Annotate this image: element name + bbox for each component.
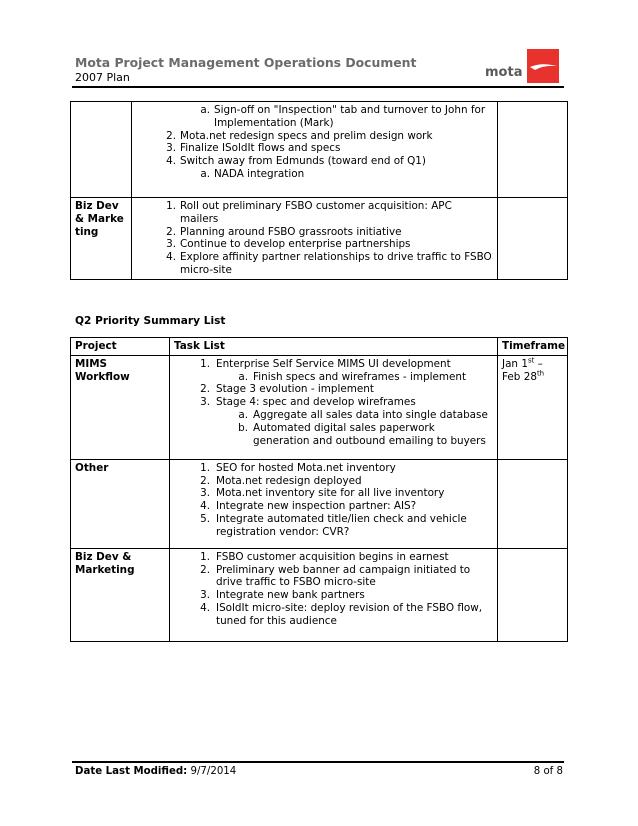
list-item [174, 487, 493, 500]
task-list [174, 551, 493, 628]
task-list [174, 358, 493, 448]
list-item-number: 4. [166, 251, 176, 264]
list-item [136, 168, 493, 181]
list-item-number: 3. [200, 487, 210, 500]
list-item-number: 3. [200, 589, 210, 602]
task-list [136, 104, 493, 181]
timeframe-start: Jan 1 [502, 357, 528, 370]
table-row [71, 198, 568, 280]
project-cell [71, 548, 170, 641]
list-item-text: Integrate new inspection partner: AIS? [216, 500, 417, 513]
header-timeframe: Timeframe [498, 338, 568, 356]
list-item [174, 383, 493, 396]
table-row [71, 459, 568, 548]
list-item-number: 3. [166, 238, 176, 251]
list-item-text: Automated digital sales paperwork generation and outbound emailing to buyers [253, 421, 486, 447]
list-item [174, 564, 493, 590]
list-item-number: 2. [166, 129, 176, 142]
list-item-text: Sign-off on "Inspection" tab and turnover to John for Implementation (Mark) [214, 104, 486, 129]
project-name: MIMS Workflow [75, 357, 130, 383]
task-cell [132, 102, 498, 198]
list-item-text: Mota.net inventory site for all live inventory [216, 487, 445, 500]
header-project: Project [71, 338, 170, 356]
header-tasks: Task List [170, 338, 498, 356]
footer-date [75, 766, 236, 779]
table-row [71, 548, 568, 641]
timeframe-cell [498, 459, 568, 548]
project-cell [71, 355, 170, 459]
list-item-text: Stage 4: spec and develop wireframes [216, 396, 416, 409]
table-q2-priority [70, 337, 568, 642]
list-item [136, 200, 493, 226]
list-item-text: Switch away from Edmunds (toward end of Q1) [180, 155, 426, 168]
list-item [136, 226, 493, 239]
list-item-text: ISoldIt micro-site: deploy revision of the FSBO flow, tuned for this audience [216, 601, 483, 627]
list-item-number: 1. [166, 200, 176, 212]
list-item-number: 1. [200, 357, 210, 370]
list-item-number: 2. [200, 563, 210, 576]
list-item-number: 2. [200, 383, 210, 396]
list-item [136, 155, 493, 168]
list-item [174, 513, 493, 539]
project-cell [71, 198, 132, 280]
list-item [174, 500, 493, 513]
list-item-text: FSBO customer acquisition begins in earnest [216, 550, 449, 563]
list-item-text: Mota.net redesign deployed [216, 474, 362, 487]
list-item-number: 4. [166, 155, 176, 168]
list-item [174, 462, 493, 475]
list-item [136, 142, 493, 155]
task-cell [170, 355, 498, 459]
list-item-number: 4. [200, 601, 210, 614]
document-title: Mota Project Management Operations Document [75, 55, 417, 70]
list-item-number: 2. [200, 474, 210, 487]
list-item-text: Stage 3 evolution - implement [216, 383, 374, 396]
list-item [174, 422, 493, 448]
table-q1-continued [70, 101, 568, 280]
list-item-text: SEO for hosted Mota.net inventory [216, 461, 396, 474]
footer-label: Date Last Modified: [75, 766, 188, 777]
project-cell [71, 102, 132, 198]
timeframe-cell [498, 548, 568, 641]
list-item-text: Continue to develop enterprise partnerships [180, 238, 411, 251]
list-item [174, 371, 493, 384]
list-item-text: Preliminary web banner ad campaign initiated to drive traffic to FSBO micro-site [216, 563, 471, 589]
list-item-number: 3. [200, 396, 210, 409]
list-item-text: Roll out preliminary FSBO customer acquisition: APC mailers [180, 200, 452, 225]
list-item-number: a. [238, 408, 248, 421]
table-row [71, 102, 568, 198]
list-item-number: 4. [200, 500, 210, 513]
list-item [136, 130, 493, 143]
task-cell [170, 548, 498, 641]
list-item-number: a. [238, 370, 248, 383]
list-item-text: Planning around FSBO grassroots initiative [180, 225, 402, 238]
list-item [174, 396, 493, 409]
task-list [136, 200, 493, 277]
list-item [136, 104, 493, 130]
list-item-number: a. [200, 167, 210, 180]
table-header-row [71, 338, 568, 356]
task-cell [132, 198, 498, 280]
list-item [174, 409, 493, 422]
mota-logo [483, 49, 559, 83]
page-number: 8 of 8 [533, 766, 563, 777]
list-item-number: 3. [166, 142, 176, 155]
timeframe-cell [498, 102, 568, 198]
table-row [71, 355, 568, 459]
list-item-text: Finish specs and wireframes - implement [253, 370, 467, 383]
list-item-number: 5. [200, 512, 210, 525]
list-item-text: Integrate new bank partners [216, 589, 365, 602]
timeframe-start-sup: st [527, 356, 535, 365]
timeframe-cell [498, 198, 568, 280]
list-item [174, 551, 493, 564]
list-item-text: Integrate automated title/lien check and vehicle registration vendor: CVR? [216, 512, 467, 538]
list-item-number: a. [200, 104, 210, 116]
timeframe-dash: – Feb [502, 357, 547, 383]
project-name: Other [75, 461, 109, 474]
list-item [174, 358, 493, 371]
document-subtitle: 2007 Plan [75, 71, 130, 84]
logo-text: mota [485, 65, 523, 80]
timeframe-cell [498, 355, 568, 459]
list-item-number: b. [238, 421, 248, 434]
task-cell [170, 459, 498, 548]
list-item-text: Finalize ISoldIt flows and specs [180, 142, 341, 155]
project-name: Biz Dev & Marketing [75, 550, 135, 576]
list-item-number: 1. [200, 550, 210, 563]
footer-rule [72, 761, 564, 763]
list-item [136, 251, 493, 277]
task-list [174, 462, 493, 539]
list-item [174, 589, 493, 602]
list-item-number: 2. [166, 225, 176, 238]
list-item-number: 1. [200, 461, 210, 474]
list-item-text: NADA integration [214, 167, 305, 180]
list-item-text: Enterprise Self Service MIMS UI development [216, 357, 451, 370]
project-name: Biz Dev & Marketing [75, 200, 124, 238]
project-cell [71, 459, 170, 548]
list-item [136, 238, 493, 251]
list-item-text: Aggregate all sales data into single database [253, 408, 488, 421]
timeframe-end: 28 [523, 370, 537, 383]
list-item [174, 475, 493, 488]
list-item [174, 602, 493, 628]
header-rule [72, 86, 564, 88]
timeframe-end-sup: th [536, 369, 545, 378]
footer-date-value: 9/7/2014 [190, 766, 237, 777]
list-item-text: Mota.net redesign specs and prelim design work [180, 129, 433, 142]
section-title: Q2 Priority Summary List [75, 315, 226, 327]
list-item-text: Explore affinity partner relationships to drive traffic to FSBO micro-site [180, 251, 492, 276]
